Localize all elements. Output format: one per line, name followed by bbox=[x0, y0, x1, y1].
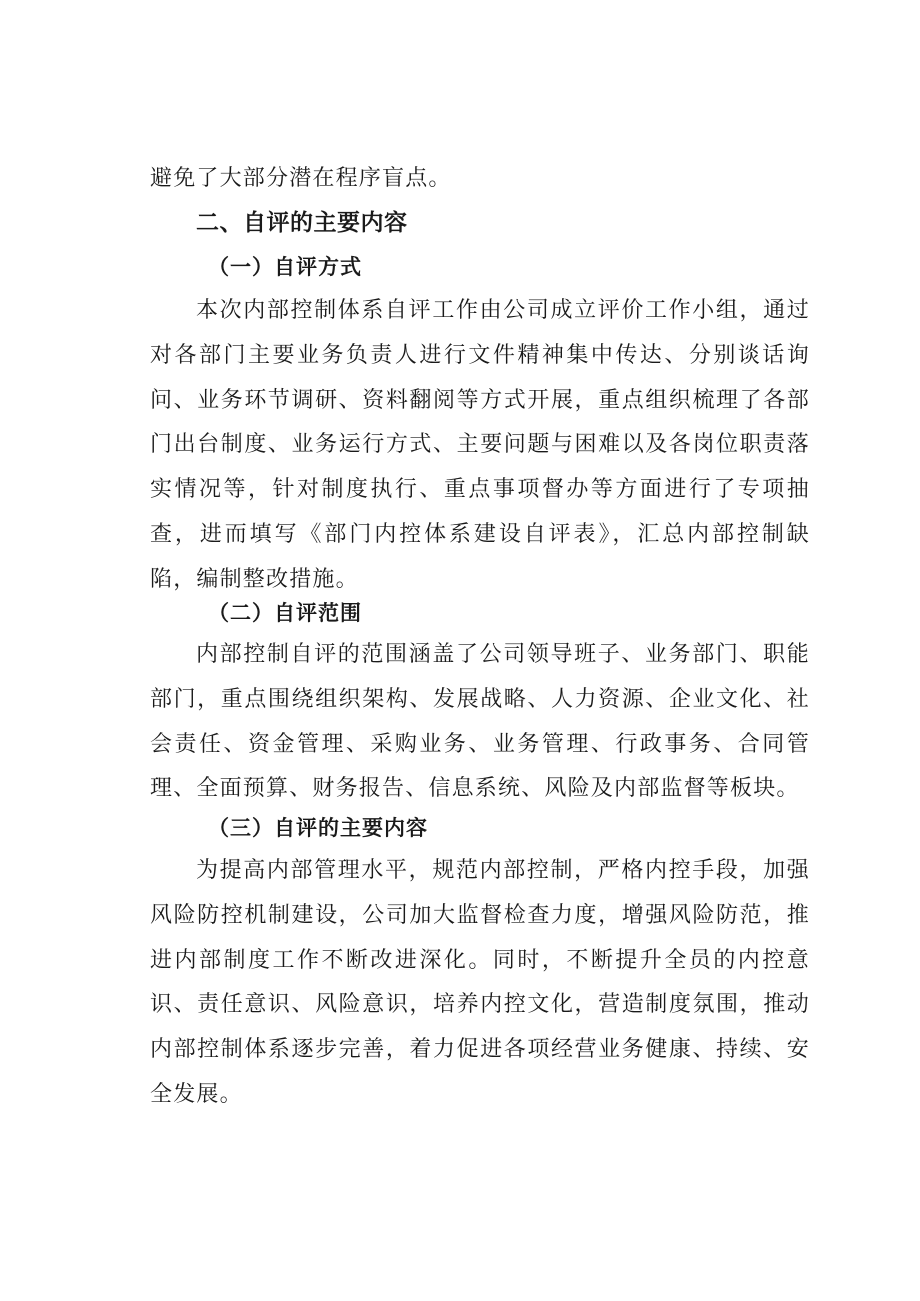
subsection-title-method: （一）自评方式 bbox=[208, 254, 362, 279]
paragraph-content: 为提高内部管理水平，规范内部控制，严格内控手段，加强风险防控机制建设，公司加大监督检查力度，增强风险防范，推进内部制度工作不断改进深化。同时，不断提升全员的内控意识、责任意识、风险意识，培养内控文化，营造制度氛围，推动内部控制体系逐步完善，着力促进各项经营业务健康、持续、安全发展。 bbox=[150, 858, 810, 1107]
paragraph-method: 本次内部控制体系自评工作由公司成立评价工作小组，通过对各部门主要业务负责人进行文件精神集中传达、分别谈话询问、业务环节调研、资料翻阅等方式开展，重点组织梳理了各部门出台制度、业务运行方式、主要问题与困难以及各岗位职责落实情况等，针对制度执行、重点事项督办等方面进行了专项抽查，进而填写《部门内控体系建设自评表》，汇总内部控制缺陷，编制整改措施。 bbox=[150, 298, 810, 592]
continued-paragraph: 避免了大部分潜在程序盲点。 bbox=[150, 166, 452, 191]
subsection-title-content: （三）自评的主要内容 bbox=[208, 815, 428, 840]
subsection-title-scope: （二）自评范围 bbox=[208, 600, 362, 625]
section-title: 二、自评的主要内容 bbox=[196, 210, 408, 236]
paragraph-scope: 内部控制自评的范围涵盖了公司领导班子、业务部门、职能部门，重点围绕组织架构、发展战略、人力资源、企业文化、社会责任、资金管理、采购业务、业务管理、行政事务、合同管理、全面预算、财务报告、信息系统、风险及内部监督等板块。 bbox=[150, 642, 810, 802]
